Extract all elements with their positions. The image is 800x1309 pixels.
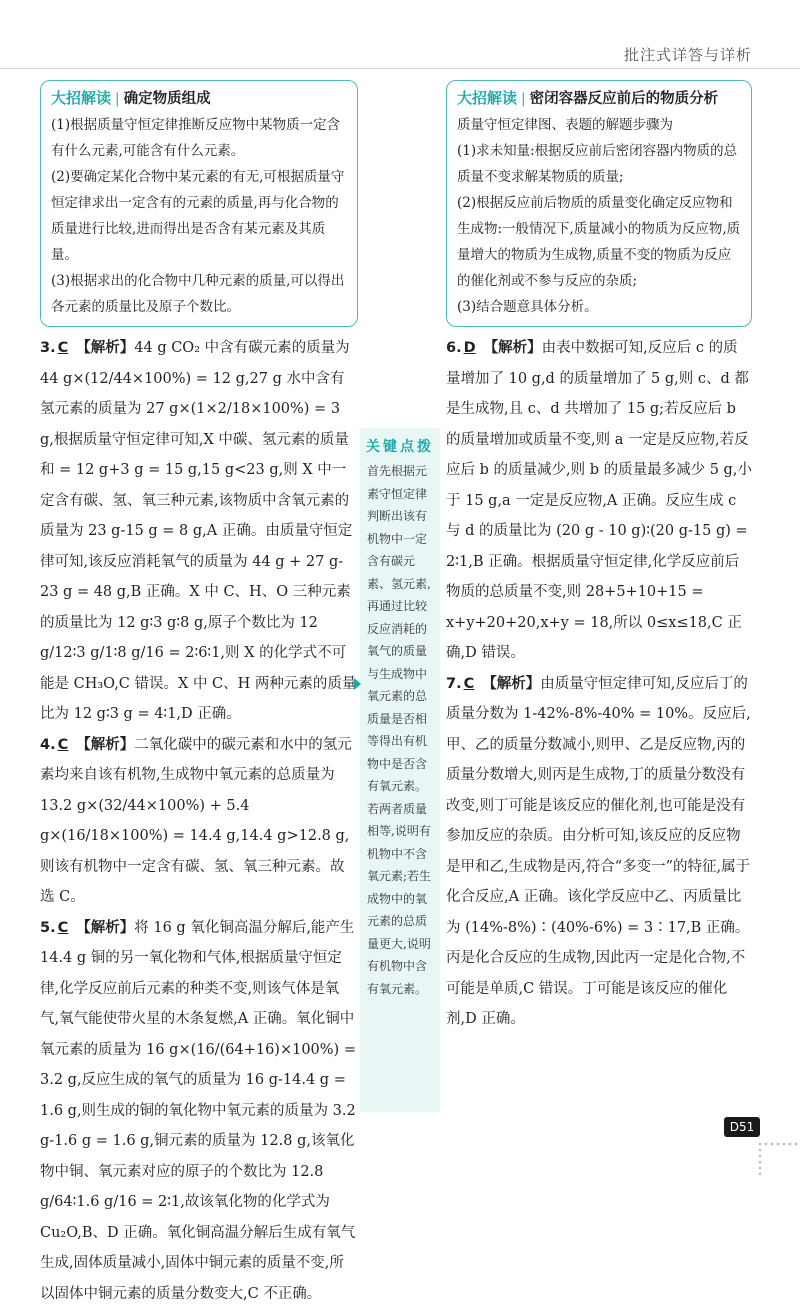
tip-tag: 大招解读 (457, 89, 517, 107)
tip-tag: 大招解读 (51, 89, 111, 107)
header-rule (0, 68, 800, 69)
analysis-label: 【解析】 (68, 919, 134, 936)
analysis-label: 【解析】 (474, 675, 540, 692)
tip-separator: | (111, 91, 124, 107)
right-column (446, 76, 752, 1035)
left-column (40, 76, 358, 1309)
analysis-label: 【解析】 (68, 736, 134, 753)
answer-text: 由质量守恒定律可知,反应后丁的质量分数为 1-42%-8%-40% = 10%。反应后,甲、乙的质量分数减小,则甲、乙是反应物,丙的质量分数增大,则丙是生成物,丁的质量分数没有改变,则丁可能是该反应的催化剂,也可能是没有参加反应的杂质。由分析可知,该反应的反应物是甲和乙,生成物是丙,符合“多变一”的特征,属于化合反应,A 正确。该化学反应中乙、丙质量比为 (14%-8%)∶(40%-6%) = 3∶17,B 正确。丙是化合反应的生成物,因此丙一定是化合物,不可能是单质,C 错误。丁可能是该反应的催化剂,D 正确。 (446, 676, 751, 1028)
answer-text: 由表中数据可知,反应后 c 的质量增加了 10 g,d 的质量增加了 5 g,则 c、d 都是生成物,且 c、d 共增加了 15 g;若反应后 b 的质量增加或质量不变,则 a 一定是反应物,若反应后 b 的质量减少,则 b 的质量最多减少 5 g,小于 15 g,a 一定是反应物,A 正确。反应生成 c 与 d 的质量比为 (20 g - 10 g)∶(20 g-15 g) = 2∶1,B 正确。根据质量守恒定律,化学反应前后物质的总质量不变,则 28+5+10+15 = x+y+20+20,x+y = 18,所以 0≤x≤18,C 正确,D 错误。 (446, 340, 752, 661)
tip-separator: | (517, 91, 530, 107)
question-number: 3. (40, 340, 56, 356)
answer-q4 (40, 730, 358, 913)
question-number: 5. (40, 920, 56, 936)
answer-text: 二氧化碳中的碳元素和水中的氢元素均来自该有机物,生成物中氧元素的总质量为 13.2 g×(32/44×100%) + 5.4 g×(16/18×100%) = 14.4 g,14.4 g>12.8 g,则该有机物中一定含有碳、氢、氧三种元素。故选 C。 (40, 737, 352, 906)
answer-text: 将 16 g 氧化铜高温分解后,能产生 14.4 g 铜的另一氧化物和气体,根据质量守恒定律,化学反应前后元素的种类不变,则该气体是氧气,氧气能使带火星的木条复燃,A 正确。氧化铜中氧元素的质量为 16 g×(16/(64+16)×100%) = 3.2 g,反应生成的氧气的质量为 16 g-14.4 g = 1.6 g,则生成的铜的氧化物中氧元素的质量为 3.2 g-1.6 g = 1.6 g,铜元素的质量为 12.8 g,该氧化物中铜、氧元素对应的原子的个数比为 12.8 g/64∶1.6 g/16 = 2∶1,故该氧化物的化学式为 Cu₂O,B、D 正确。氧化铜高温分解后生成有氧气生成,固体质量减小,固体中铜元素的质量不变,所以固体中铜元素的质量分数变大,C 不正确。 (40, 920, 356, 1302)
answer-q6 (446, 333, 752, 669)
tip-line: (1)根据质量守恒定律推断反应物中某物质一定含有什么元素,可能含有什么元素。 (51, 112, 349, 164)
page-header: 批注式详答与详析 (624, 44, 752, 65)
question-number: 7. (446, 676, 462, 692)
side-note-title: 关键点拨 (360, 428, 440, 456)
tip-box-composition (40, 80, 358, 327)
answer-q5 (40, 913, 358, 1309)
tip-heading: 密闭容器反应前后的物质分析 (530, 91, 719, 107)
answer-q3 (40, 333, 358, 730)
tip-line: (3)结合题意具体分析。 (457, 294, 743, 320)
tip-title-row (457, 85, 743, 112)
key-point-sidebar (360, 428, 440, 1112)
tip-line: (2)根据反应前后物质的质量变化确定反应物和生成物:一般情况下,质量减小的物质为反应物,质量增大的物质为生成物,质量不变的物质为反应的催化剂或不参与反应的杂质; (457, 190, 743, 294)
page-number: D51 (724, 1117, 760, 1137)
corner-dots-decoration (756, 1140, 800, 1178)
analysis-label: 【解析】 (68, 339, 134, 356)
tip-line: (2)要确定某化合物中某元素的有无,可根据质量守恒定律求出一定含有的元素的质量,再与化合物的质量进行比较,进而得出是否含有某元素及其质量。 (51, 164, 349, 268)
tip-intro: 质量守恒定律图、表题的解题步骤为 (457, 112, 743, 138)
answer-text: 44 g CO₂ 中含有碳元素的质量为 44 g×(12/44×100%) = 12 g,27 g 水中含有氢元素的质量为 27 g×(1×2/18×100%) = 3 g,根据质量守恒定律可知,X 中碳、氢元素的质量和 = 12 g+3 g = 15 g,15 g<23 g,则 X 中一定含有碳、氢、氧三种元素,该物质中含氧元素的质量为 23 g-15 g = 8 g,A 正确。由质量守恒定律可知,该反应消耗氧气的质量为 44 g + 27 g-23 g = 48 g,B 正确。X 中 C、H、O 三种元素的质量比为 12 g∶3 g∶8 g,原子个数比为 12 g/12∶3 g/1∶8 g/16 = 2∶6∶1,则 X 的化学式不可能是 CH₃O,C 错误。X 中 C、H 两种元素的质量比为 12 g∶3 g = 4∶1,D 正确。 (40, 340, 356, 722)
tip-heading: 确定物质组成 (124, 91, 211, 107)
answer-option: C (56, 737, 69, 753)
tip-line: (3)根据求出的化合物中几种元素的质量,可以得出各元素的质量比及原子个数比。 (51, 268, 349, 320)
tip-box-closed-container (446, 80, 752, 327)
answer-option: C (462, 676, 475, 692)
answer-q7 (446, 669, 752, 1035)
tip-title-row (51, 85, 349, 112)
question-number: 6. (446, 340, 462, 356)
question-number: 4. (40, 737, 56, 753)
answer-option: C (56, 920, 69, 936)
analysis-label: 【解析】 (476, 339, 542, 356)
pointer-arrow-icon (354, 678, 361, 690)
answer-option: C (56, 340, 69, 356)
answer-option: D (462, 340, 476, 356)
tip-line: (1)求未知量:根据反应前后密闭容器内物质的总质量不变求解某物质的质量; (457, 138, 743, 190)
side-note-text: 首先根据元素守恒定律判断出该有机物中一定含有碳元素、氢元素,再通过比较反应消耗的氧气的质量与生成物中氧元素的总质量是否相等得出有机物中是否含有氧元素。若两者质量相等,说明有机物中不含氧元素;若生成物中的氧元素的总质量更大,说明有机物中含有氧元素。 (360, 456, 440, 1000)
